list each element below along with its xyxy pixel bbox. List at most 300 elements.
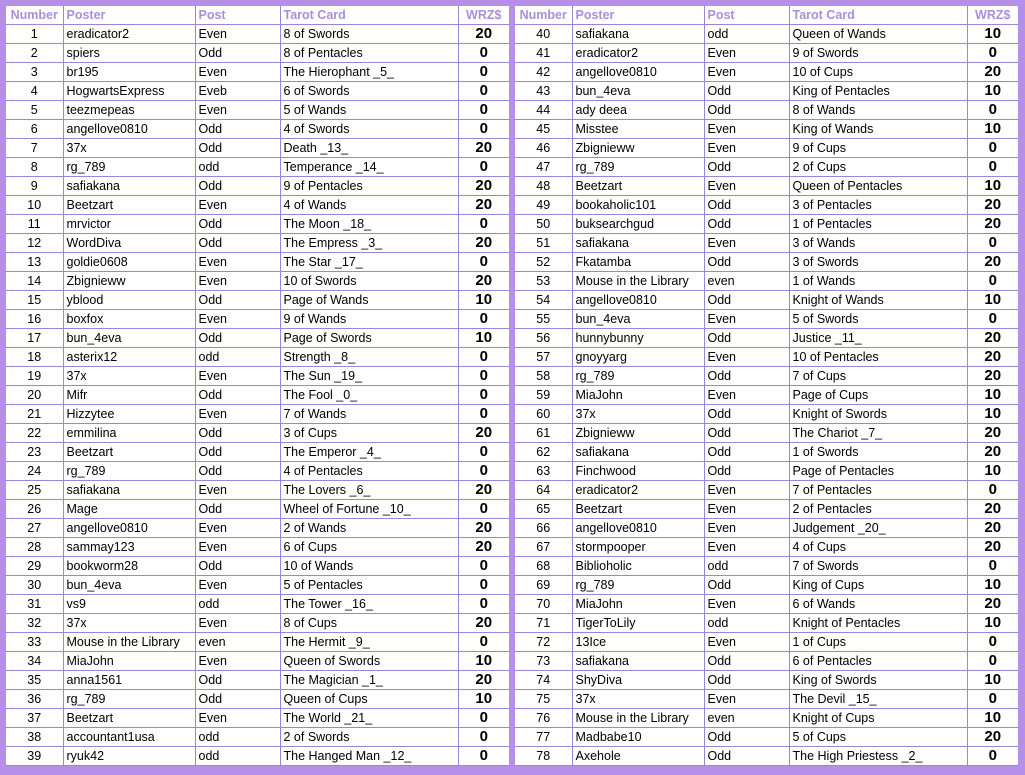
cell-wrz: 20 (458, 519, 509, 538)
table-row (6, 63, 509, 82)
table-row (6, 177, 509, 196)
cell-tarot-card: King of Swords (789, 671, 967, 690)
table-row (515, 557, 1018, 576)
cell-number: 9 (6, 177, 63, 196)
table-row (515, 44, 1018, 63)
cell-number: 19 (6, 367, 63, 386)
cell-tarot-card: 4 of Swords (280, 120, 458, 139)
cell-post: Even (195, 405, 280, 424)
cell-number: 57 (515, 348, 572, 367)
cell-number: 73 (515, 652, 572, 671)
cell-tarot-card: 4 of Pentacles (280, 462, 458, 481)
table-row (515, 348, 1018, 367)
cell-tarot-card: Knight of Pentacles (789, 614, 967, 633)
cell-wrz: 0 (967, 310, 1018, 329)
cell-tarot-card: 10 of Pentacles (789, 348, 967, 367)
cell-poster: buksearchgud (572, 215, 704, 234)
cell-wrz: 20 (967, 443, 1018, 462)
cell-wrz: 20 (967, 538, 1018, 557)
table-row (515, 747, 1018, 766)
cell-number: 51 (515, 234, 572, 253)
table-row (6, 500, 509, 519)
header-tarot-card: Tarot Card (280, 6, 458, 25)
cell-poster: angellove0810 (572, 291, 704, 310)
cell-tarot-card: 7 of Swords (789, 557, 967, 576)
cell-wrz: 0 (458, 595, 509, 614)
cell-post: Even (704, 139, 789, 158)
cell-post: Odd (195, 386, 280, 405)
cell-post: Even (195, 709, 280, 728)
cell-number: 67 (515, 538, 572, 557)
cell-wrz: 0 (967, 747, 1018, 766)
cell-poster: yblood (63, 291, 195, 310)
cell-wrz: 0 (967, 272, 1018, 291)
cell-post: Odd (704, 443, 789, 462)
cell-number: 11 (6, 215, 63, 234)
cell-post: Even (704, 348, 789, 367)
cell-wrz: 20 (458, 671, 509, 690)
cell-wrz: 20 (458, 481, 509, 500)
table-row (515, 177, 1018, 196)
cell-tarot-card: Death _13_ (280, 139, 458, 158)
cell-poster: rg_789 (572, 576, 704, 595)
cell-poster: rg_789 (572, 367, 704, 386)
table-row (515, 386, 1018, 405)
cell-tarot-card: 7 of Cups (789, 367, 967, 386)
cell-post: Even (195, 253, 280, 272)
cell-poster: Zbignieww (63, 272, 195, 291)
cell-post: Even (195, 538, 280, 557)
cell-tarot-card: Queen of Swords (280, 652, 458, 671)
cell-tarot-card: Page of Cups (789, 386, 967, 405)
cell-tarot-card: 10 of Swords (280, 272, 458, 291)
cell-post: Odd (704, 215, 789, 234)
cell-tarot-card: 8 of Cups (280, 614, 458, 633)
cell-tarot-card: 7 of Wands (280, 405, 458, 424)
cell-poster: angellove0810 (63, 519, 195, 538)
cell-tarot-card: King of Wands (789, 120, 967, 139)
cell-wrz: 10 (967, 405, 1018, 424)
cell-number: 49 (515, 196, 572, 215)
cell-tarot-card: 1 of Pentacles (789, 215, 967, 234)
cell-wrz: 20 (458, 25, 509, 44)
cell-poster: Fkatamba (572, 253, 704, 272)
table-row (515, 671, 1018, 690)
cell-poster: bookworm28 (63, 557, 195, 576)
cell-post: Odd (704, 291, 789, 310)
cell-tarot-card: 6 of Pentacles (789, 652, 967, 671)
cell-wrz: 0 (967, 652, 1018, 671)
cell-number: 27 (6, 519, 63, 538)
cell-poster: 37x (63, 614, 195, 633)
cell-post: Odd (195, 291, 280, 310)
cell-number: 1 (6, 25, 63, 44)
cell-poster: angellove0810 (572, 519, 704, 538)
cell-wrz: 20 (967, 424, 1018, 443)
cell-post: Odd (195, 462, 280, 481)
table-row (515, 101, 1018, 120)
cell-poster: eradicator2 (572, 44, 704, 63)
cell-tarot-card: The Devil _15_ (789, 690, 967, 709)
cell-tarot-card: Knight of Wands (789, 291, 967, 310)
cell-wrz: 20 (967, 348, 1018, 367)
cell-poster: stormpooper (572, 538, 704, 557)
cell-number: 37 (6, 709, 63, 728)
cell-tarot-card: 2 of Cups (789, 158, 967, 177)
cell-poster: teezmepeas (63, 101, 195, 120)
cell-number: 47 (515, 158, 572, 177)
cell-post: Odd (704, 728, 789, 747)
cell-wrz: 20 (967, 253, 1018, 272)
cell-poster: Misstee (572, 120, 704, 139)
cell-poster: ryuk42 (63, 747, 195, 766)
cell-poster: 37x (63, 367, 195, 386)
cell-number: 77 (515, 728, 572, 747)
cell-number: 42 (515, 63, 572, 82)
cell-post: Even (704, 481, 789, 500)
cell-post: Odd (195, 424, 280, 443)
cell-wrz: 0 (967, 633, 1018, 652)
header-row (515, 6, 1018, 25)
table-row (6, 348, 509, 367)
table-row (6, 386, 509, 405)
cell-number: 2 (6, 44, 63, 63)
cell-post: Even (195, 101, 280, 120)
cell-post: odd (704, 25, 789, 44)
cell-wrz: 0 (458, 120, 509, 139)
table-row (6, 44, 509, 63)
cell-post: odd (195, 348, 280, 367)
cell-post: Odd (195, 44, 280, 63)
cell-number: 32 (6, 614, 63, 633)
cell-number: 48 (515, 177, 572, 196)
cell-number: 43 (515, 82, 572, 101)
cell-wrz: 0 (458, 405, 509, 424)
cell-number: 10 (6, 196, 63, 215)
table-row (6, 557, 509, 576)
cell-poster: vs9 (63, 595, 195, 614)
cell-poster: MiaJohn (572, 595, 704, 614)
cell-post: Odd (704, 82, 789, 101)
cell-tarot-card: The Hierophant _5_ (280, 63, 458, 82)
cell-number: 26 (6, 500, 63, 519)
cell-wrz: 10 (967, 177, 1018, 196)
table-row (515, 690, 1018, 709)
cell-tarot-card: 8 of Swords (280, 25, 458, 44)
cell-poster: ShyDiva (572, 671, 704, 690)
header-number: Number (515, 6, 572, 25)
cell-tarot-card: 9 of Swords (789, 44, 967, 63)
cell-wrz: 20 (967, 519, 1018, 538)
cell-number: 29 (6, 557, 63, 576)
table-row (6, 747, 509, 766)
cell-post: Even (195, 576, 280, 595)
table-row (6, 139, 509, 158)
cell-poster: 13Ice (572, 633, 704, 652)
cell-number: 72 (515, 633, 572, 652)
cell-post: Odd (704, 253, 789, 272)
table-row (6, 538, 509, 557)
cell-post: Even (195, 272, 280, 291)
cell-number: 53 (515, 272, 572, 291)
cell-tarot-card: 10 of Cups (789, 63, 967, 82)
header-poster: Poster (63, 6, 195, 25)
cell-poster: 37x (63, 139, 195, 158)
cell-wrz: 0 (458, 82, 509, 101)
cell-wrz: 20 (967, 728, 1018, 747)
cell-wrz: 10 (967, 291, 1018, 310)
cell-tarot-card: The Moon _18_ (280, 215, 458, 234)
cell-tarot-card: The Empress _3_ (280, 234, 458, 253)
cell-poster: angellove0810 (572, 63, 704, 82)
cell-tarot-card: 8 of Wands (789, 101, 967, 120)
cell-post: Even (195, 519, 280, 538)
cell-poster: anna1561 (63, 671, 195, 690)
cell-wrz: 0 (458, 500, 509, 519)
cell-post: Even (704, 633, 789, 652)
cell-poster: Zbignieww (572, 139, 704, 158)
table-row (6, 158, 509, 177)
cell-poster: HogwartsExpress (63, 82, 195, 101)
cell-number: 7 (6, 139, 63, 158)
table-row (6, 367, 509, 386)
cell-post: Even (704, 44, 789, 63)
cell-number: 39 (6, 747, 63, 766)
header-post: Post (704, 6, 789, 25)
cell-number: 40 (515, 25, 572, 44)
cell-post: Odd (704, 329, 789, 348)
cell-wrz: 0 (458, 386, 509, 405)
cell-tarot-card: Justice _11_ (789, 329, 967, 348)
cell-wrz: 10 (967, 576, 1018, 595)
cell-wrz: 20 (967, 500, 1018, 519)
cell-tarot-card: King of Pentacles (789, 82, 967, 101)
cell-post: Even (704, 538, 789, 557)
cell-number: 35 (6, 671, 63, 690)
cell-wrz: 0 (458, 158, 509, 177)
table-row (515, 310, 1018, 329)
cell-wrz: 0 (967, 557, 1018, 576)
results-table-left (6, 6, 509, 766)
cell-wrz: 0 (967, 101, 1018, 120)
cell-poster: safiakana (572, 25, 704, 44)
cell-wrz: 10 (458, 329, 509, 348)
cell-post: Odd (195, 671, 280, 690)
cell-poster: 37x (572, 405, 704, 424)
cell-poster: MiaJohn (63, 652, 195, 671)
cell-number: 33 (6, 633, 63, 652)
table-row (515, 633, 1018, 652)
header-tarot-card: Tarot Card (789, 6, 967, 25)
cell-number: 58 (515, 367, 572, 386)
cell-number: 76 (515, 709, 572, 728)
cell-number: 44 (515, 101, 572, 120)
table-row (6, 614, 509, 633)
cell-tarot-card: Page of Wands (280, 291, 458, 310)
cell-number: 68 (515, 557, 572, 576)
table-row (515, 709, 1018, 728)
cell-tarot-card: The Star _17_ (280, 253, 458, 272)
cell-number: 17 (6, 329, 63, 348)
cell-poster: goldie0608 (63, 253, 195, 272)
table-row (6, 671, 509, 690)
cell-poster: mrvictor (63, 215, 195, 234)
cell-number: 45 (515, 120, 572, 139)
cell-number: 41 (515, 44, 572, 63)
cell-tarot-card: The Fool _0_ (280, 386, 458, 405)
cell-tarot-card: 2 of Swords (280, 728, 458, 747)
cell-post: Odd (704, 196, 789, 215)
cell-poster: Mouse in the Library (63, 633, 195, 652)
cell-poster: Axehole (572, 747, 704, 766)
cell-number: 5 (6, 101, 63, 120)
cell-number: 30 (6, 576, 63, 595)
cell-tarot-card: 2 of Pentacles (789, 500, 967, 519)
table-row (6, 462, 509, 481)
cell-wrz: 20 (967, 63, 1018, 82)
cell-poster: spiers (63, 44, 195, 63)
table-row (515, 500, 1018, 519)
cell-poster: 37x (572, 690, 704, 709)
cell-wrz: 10 (458, 652, 509, 671)
cell-post: odd (704, 557, 789, 576)
cell-number: 65 (515, 500, 572, 519)
cell-number: 23 (6, 443, 63, 462)
cell-post: Even (704, 386, 789, 405)
cell-number: 50 (515, 215, 572, 234)
cell-tarot-card: 3 of Swords (789, 253, 967, 272)
table-row (515, 291, 1018, 310)
cell-wrz: 0 (458, 633, 509, 652)
cell-tarot-card: 9 of Pentacles (280, 177, 458, 196)
table-row (6, 652, 509, 671)
table-row (515, 215, 1018, 234)
cell-wrz: 20 (458, 177, 509, 196)
table-row (6, 424, 509, 443)
cell-post: Even (195, 63, 280, 82)
header-row (6, 6, 509, 25)
cell-post: Odd (704, 576, 789, 595)
table-row (6, 481, 509, 500)
cell-post: Odd (704, 462, 789, 481)
cell-tarot-card: Page of Pentacles (789, 462, 967, 481)
cell-post: Even (704, 519, 789, 538)
cell-post: Even (195, 25, 280, 44)
cell-poster: Mouse in the Library (572, 709, 704, 728)
cell-post: odd (195, 728, 280, 747)
cell-tarot-card: Judgement _20_ (789, 519, 967, 538)
cell-poster: Mage (63, 500, 195, 519)
cell-wrz: 20 (458, 614, 509, 633)
cell-post: Even (704, 500, 789, 519)
cell-number: 16 (6, 310, 63, 329)
table-row (6, 120, 509, 139)
cell-wrz: 0 (458, 44, 509, 63)
table-row (515, 272, 1018, 291)
cell-post: even (704, 709, 789, 728)
table-row (6, 234, 509, 253)
cell-tarot-card: 3 of Pentacles (789, 196, 967, 215)
cell-poster: angellove0810 (63, 120, 195, 139)
table-row (515, 576, 1018, 595)
cell-wrz: 0 (458, 367, 509, 386)
cell-tarot-card: The Hanged Man _12_ (280, 747, 458, 766)
cell-poster: Finchwood (572, 462, 704, 481)
cell-wrz: 0 (458, 63, 509, 82)
table-row (515, 253, 1018, 272)
table-row (6, 215, 509, 234)
table-row (515, 728, 1018, 747)
cell-poster: emmilina (63, 424, 195, 443)
cell-number: 4 (6, 82, 63, 101)
table-row (515, 443, 1018, 462)
cell-post: Odd (195, 177, 280, 196)
cell-wrz: 10 (967, 25, 1018, 44)
cell-poster: asterix12 (63, 348, 195, 367)
cell-poster: safiakana (572, 652, 704, 671)
cell-tarot-card: The Tower _16_ (280, 595, 458, 614)
header-post: Post (195, 6, 280, 25)
cell-post: Even (704, 595, 789, 614)
cell-poster: Madbabe10 (572, 728, 704, 747)
cell-poster: Mifr (63, 386, 195, 405)
cell-tarot-card: 1 of Wands (789, 272, 967, 291)
cell-tarot-card: 3 of Wands (789, 234, 967, 253)
cell-poster: MiaJohn (572, 386, 704, 405)
cell-poster: rg_789 (63, 158, 195, 177)
cell-tarot-card: Temperance _14_ (280, 158, 458, 177)
cell-wrz: 0 (967, 690, 1018, 709)
cell-post: Odd (704, 158, 789, 177)
cell-post: Odd (195, 557, 280, 576)
cell-post: Odd (704, 367, 789, 386)
results-table-right (515, 6, 1018, 766)
cell-poster: rg_789 (63, 690, 195, 709)
cell-wrz: 10 (967, 386, 1018, 405)
cell-poster: rg_789 (63, 462, 195, 481)
cell-poster: gnoyyarg (572, 348, 704, 367)
cell-tarot-card: Queen of Wands (789, 25, 967, 44)
table-row (6, 253, 509, 272)
table-row (515, 405, 1018, 424)
cell-number: 13 (6, 253, 63, 272)
cell-number: 52 (515, 253, 572, 272)
cell-wrz: 20 (458, 234, 509, 253)
cell-post: Odd (195, 690, 280, 709)
table-row (515, 196, 1018, 215)
cell-wrz: 10 (967, 709, 1018, 728)
header-poster: Poster (572, 6, 704, 25)
table-row (515, 652, 1018, 671)
cell-wrz: 0 (458, 348, 509, 367)
cell-tarot-card: The Sun _19_ (280, 367, 458, 386)
cell-wrz: 20 (967, 367, 1018, 386)
cell-tarot-card: The Chariot _7_ (789, 424, 967, 443)
cell-number: 6 (6, 120, 63, 139)
cell-poster: bun_4eva (572, 310, 704, 329)
cell-poster: ady deea (572, 101, 704, 120)
table-row (6, 405, 509, 424)
table-row (515, 158, 1018, 177)
cell-poster: br195 (63, 63, 195, 82)
cell-post: odd (704, 614, 789, 633)
table-row (6, 633, 509, 652)
cell-tarot-card: 9 of Cups (789, 139, 967, 158)
cell-poster: bookaholic101 (572, 196, 704, 215)
cell-number: 70 (515, 595, 572, 614)
cell-number: 18 (6, 348, 63, 367)
cell-wrz: 0 (967, 158, 1018, 177)
